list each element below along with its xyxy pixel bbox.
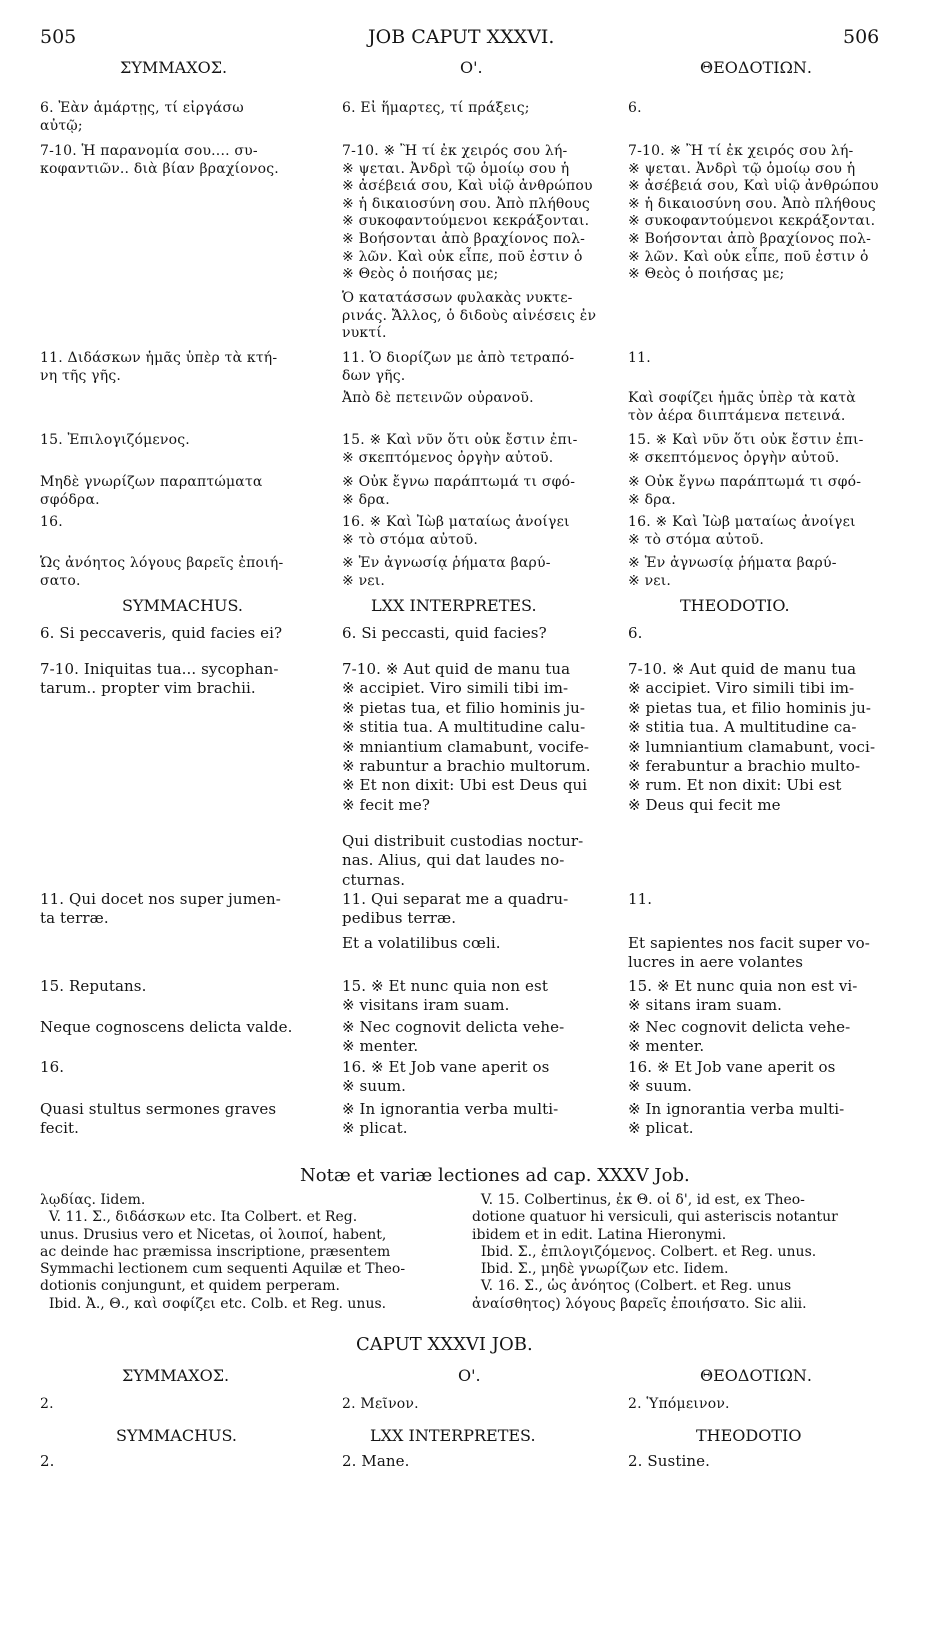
greek-header-symmachus: ΣΥΜΜΑΧΟΣ. [120,58,228,77]
latin-col1-block: 6. Si peccaveris, quid facies ei? [40,624,283,642]
greek-col1-block: 7-10. Ἡ παρανομία σου.... συ- κοφαντιῶν.. διὰ βίαν βραχίονος. [40,143,279,177]
notes-right-column: V. 15. Colbertinus, ἐκ Θ. οἱ δ', id est, ex Theo- dotione quatuor hi versiculi, qui asteriscis notantur ibidem et in edit. Latina Hieronymi. Ibid. Σ., ἐπιλογιζόμενος. Colbert. et Reg. unus. Ibid. Σ., μηδὲ γνωρίζων etc. Iidem. V. 16. Σ., ὡς ἀνόητος (Colbert. et Reg. unus ἀναίσθητος) λόγους βαρεῖς ἐποιήσατο. Sic alii. [472,1192,838,1312]
latin-col1-block: 7-10. Iniquitas tua... sycophan- tarum.. propter vim brachii. [40,660,279,698]
notes-title: Notæ et variæ lectiones ad cap. XXXV Job. [300,1165,690,1186]
latin-col3-block: 16. ※ Et Job vane aperit os ※ suum. [628,1058,836,1096]
greek-col1-block: 6. Ἐὰν ἁμάρτῃς, τί εἰργάσω αὐτῷ; [40,100,244,134]
page-number-left: 505 [40,26,77,48]
latin-col3-block: ※ Nec cognovit delicta vehe- ※ menter. [628,1018,851,1056]
greek-col3-block: 6. [628,100,642,116]
latin-col3-block: ※ In ignorantia verba multi- ※ plicat. [628,1100,845,1138]
caput-latin-lxx: 2. Mane. [342,1452,410,1470]
latin-col1-block: 11. Qui docet nos super jumen- ta terræ. [40,890,281,928]
latin-col3-block: 6. [628,624,643,642]
latin-col2-block: 6. Si peccasti, quid facies? [342,624,547,642]
latin-col1-block: 16. [40,1058,65,1076]
caput-greek-header-lxx: Ο'. [458,1366,481,1385]
page-number-right: 506 [843,26,880,48]
caput-latin-theodotion: 2. Sustine. [628,1452,710,1470]
greek-col2-block: 7-10. ※ Ἢ τί ἐκ χειρός σου λή- ※ ψεται. Ἀνδρὶ τῷ ὁμοίῳ σου ἡ ※ ἀσέβειά σου, Καὶ υἱῷ ἀνθρώπου ※ ἡ δικαιοσύνη σου. Ἀπὸ πλήθους ※ συκοφαντούμενοι κεκράξονται. ※ Βοήσονται ἀπὸ βραχίονος πολ- ※ λῶν. Καὶ οὐκ εἶπε, ποῦ ἐστιν ὁ ※ Θεὸς ὁ ποιήσας με; [342,143,593,283]
latin-col1-block: 15. Reputans. [40,977,147,995]
latin-header-symmachus: SYMMACHUS. [122,596,243,615]
greek-col1-block: Ὡς ἀνόητος λόγους βαρεῖς ἐποιή- σατο. [40,555,284,589]
latin-header-theodotion: THEODOTIO. [680,596,790,615]
latin-col3-block: 11. [628,890,653,908]
latin-col2-block: 7-10. ※ Aut quid de manu tua ※ accipiet. Viro simili tibi im- ※ pietas tua, et filio hominis ju- ※ stitia tua. A multitudine calu- ※ mniantium clamabunt, vocife- ※ rabuntur a brachio multorum. ※ Et non dixit: Ubi est Deus qui ※ fecit me? [342,660,591,814]
greek-col2-block: ※ Οὐκ ἔγνω παράπτωμά τι σφό- ※ δρα. [342,474,576,508]
latin-col2-block: Et a volatilibus cœli. [342,934,501,952]
greek-col3-block: ※ Ἐν ἀγνωσίᾳ ῥήματα βαρύ- ※ νει. [628,555,837,589]
greek-col2-block: 11. Ὁ διορίζων με ἀπὸ τετραπό- δων γῆς. [342,350,575,384]
latin-col3-block: Et sapientes nos facit super vo- lucres in aere volantes [628,934,870,972]
caput-greek-theodotion: 2. Ὑπόμεινον. [628,1396,730,1412]
latin-col3-block: 15. ※ Et nunc quia non est vi- ※ sitans iram suam. [628,977,858,1015]
latin-header-lxx: LXX INTERPRETES. [371,596,537,615]
latin-col1-block: Neque cognoscens delicta valde. [40,1018,293,1036]
latin-col2-block: Qui distribuit custodias noctur- nas. Alius, qui dat laudes no- cturnas. [342,832,584,889]
greek-col2-block: 6. Εἰ ἥμαρτες, τί πράξεις; [342,100,530,116]
page-title: JOB CAPUT XXXVI. [368,26,555,48]
caput-latin-header-theodotion: THEODOTIO [696,1426,802,1445]
notes-left-column: λῳδίας. Iidem. V. 11. Σ., διδάσκων etc. Ita Colbert. et Reg. unus. Drusius vero et Nicetas, οἱ λοιποί, habent, ac deinde hac præmissa inscriptione, præsentem Symmachi lectionem cum sequenti Aquilæ et Theo- dotionis conjungunt, et quidem perperam. Ibid. Ἀ., Θ., καὶ σοφίζει etc. Colb. et Reg. unus. [40,1192,406,1312]
greek-col2-block: Ἀπὸ δὲ πετεινῶν οὐρανοῦ. [342,390,534,406]
greek-col3-block: 7-10. ※ Ἢ τί ἐκ χειρός σου λή- ※ ψεται. Ἀνδρὶ τῷ ὁμοίῳ σου ἡ ※ ἀσέβειά σου, Καὶ υἱῷ ἀνθρώπου ※ ἡ δικαιοσύνη σου. Ἀπὸ πλήθους ※ συκοφαντούμενοι κεκράξονται. ※ Βοήσονται ἀπὸ βραχίονος πολ- ※ λῶν. Καὶ οὐκ εἶπε, ποῦ ἐστιν ὁ ※ Θεὸς ὁ ποιήσας με; [628,143,879,283]
latin-col2-block: ※ Nec cognovit delicta vehe- ※ menter. [342,1018,565,1056]
greek-col1-block: 11. Διδάσκων ἡμᾶς ὑπὲρ τὰ κτή- νη τῆς γῆς. [40,350,278,384]
latin-col2-block: 15. ※ Et nunc quia non est ※ visitans iram suam. [342,977,548,1015]
caput-latin-header-symmachus: SYMMACHUS. [116,1426,237,1445]
greek-col3-block: 15. ※ Καὶ νῦν ὅτι οὐκ ἔστιν ἐπι- ※ σκεπτόμενος ὀργὴν αὐτοῦ. [628,432,864,466]
greek-col1-block: 16. [40,514,63,530]
caput-greek-header-theodotion: ΘΕΟΔΟΤΙΩΝ. [700,1366,812,1385]
greek-col1-block: 15. Ἐπιλογιζόμενος. [40,432,190,448]
latin-col3-block: 7-10. ※ Aut quid de manu tua ※ accipiet. Viro simili tibi im- ※ pietas tua, et filio hominis ju- ※ stitia tua. A multitudine ca- ※ lumniantium clamabunt, voci- ※ ferabuntur a brachio multo- ※ rum. Et non dixit: Ubi est ※ Deus qui fecit me [628,660,876,814]
caput-greek-header-symmachus: ΣΥΜΜΑΧΟΣ. [122,1366,230,1385]
caput-latin-symmachus: 2. [40,1452,55,1470]
latin-col2-block: ※ In ignorantia verba multi- ※ plicat. [342,1100,559,1138]
latin-col2-block: 11. Qui separat me a quadru- pedibus terræ. [342,890,569,928]
latin-col1-block: Quasi stultus sermones graves fecit. [40,1100,277,1138]
caput-greek-symmachus: 2. [40,1396,54,1412]
greek-col2-block: ※ Ἐν ἀγνωσίᾳ ῥήματα βαρύ- ※ νει. [342,555,551,589]
greek-col3-block: 11. [628,350,651,366]
greek-col3-block: 16. ※ Καὶ Ἰὼβ ματαίως ἀνοίγει ※ τὸ στόμα αὐτοῦ. [628,514,856,548]
greek-col2-block: 16. ※ Καὶ Ἰὼβ ματαίως ἀνοίγει ※ τὸ στόμα αὐτοῦ. [342,514,570,548]
greek-col2-block: Ὁ κατατάσσων φυλακὰς νυκτε- ρινάς. Ἄλλος, ὁ διδοὺς αἰνέσεις ἐν νυκτί. [342,290,597,342]
greek-header-theodotion: ΘΕΟΔΟΤΙΩΝ. [700,58,812,77]
caput-greek-lxx: 2. Μεῖνον. [342,1396,419,1412]
caput-title: CAPUT XXXVI JOB. [356,1334,533,1355]
greek-col2-block: 15. ※ Καὶ νῦν ὅτι οὐκ ἔστιν ἐπι- ※ σκεπτόμενος ὀργὴν αὐτοῦ. [342,432,578,466]
caput-latin-header-lxx: LXX INTERPRETES. [370,1426,536,1445]
greek-header-lxx: Ο'. [460,58,483,77]
greek-col3-block: ※ Οὐκ ἔγνω παράπτωμά τι σφό- ※ δρα. [628,474,862,508]
latin-col2-block: 16. ※ Et Job vane aperit os ※ suum. [342,1058,550,1096]
greek-col1-block: Μηδὲ γνωρίζων παραπτώματα σφόδρα. [40,474,263,508]
greek-col3-block: Καὶ σοφίζει ἡμᾶς ὑπὲρ τὰ κατὰ τὸν ἀέρα διιπτάμενα πετεινά. [628,390,856,424]
